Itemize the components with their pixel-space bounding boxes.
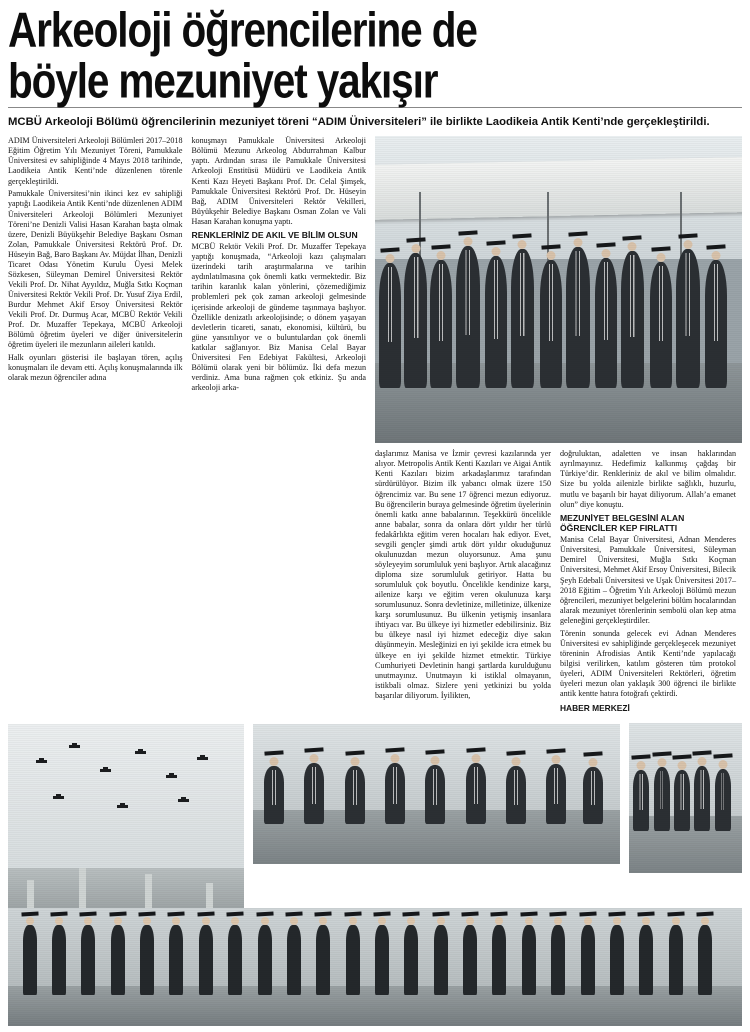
standfirst: MCBÜ Arkeoloji Bölümü öğrencilerinin mezuniyet töreni “ADIM Üniversiteleri” ile birlikte Laodikeia Antik Kenti’nde gerçekleştirildi. xyxy=(8,116,710,129)
paragraph: daşlarımız Manisa ve İzmir çevresi kazılarında yer alıyor. Metropolis Antik Kenti Kazıları ve Aigai Antik Kenti Kazıları bizim arkadaşlarımız tarafından sürdürülüyor. Bizim ilk yabancı olmak üzere 150 öğrencimiz var. Bu sene 17 öğrenci mezun ediyoruz. Bu öğrencilerin buraya gelmesinde öğretim üyelerinin önemli katkı anne babalarının. Teşekkürü öncelikle anne babalar, sonra da onlara dört yıldır her türlü fedakârlıkta eğitim veren hocaları hak ediyor. Evet, sevgili gençler şimdi artık dört yıldır okuduğunuz okulunuzdan mezun oluyorsunuz. Ama şunu söyleyeyim sorumluluk yeni başlıyor. Artık alacağınız diploma size sorumluluk getiriyor. Hatta bu sorumluluk çok boyutlu. Öncelikle kendinize karşı, ailenize karşı ve eğitim veren okulunuza karşı sorumlusunuz. Sonra devletinize, milletinize, ülkenize karşı sorumlusunuz. Bu ülkenin yetişmiş insanlara ihtiyacı var. Bu ülkeye iyi hizmetler edebilirsiniz. Biz bu ülkeye nasıl iyi hizmet edeceğiz diye sakın düşünmeyin. Mesleğinizi en iyi şekilde icra etmek bu ülkeye en iyi şekilde hizmet etmektir. Türkiye Cumhuriyeti Devletinin hangi şartlarda kurulduğunu unutmayınız. Unutmayın ki istiklal olmayanın, istikbali olmaz. Sizlere yeni yetkinizi bu yolda başarılar diliyorum. İyilikten, xyxy=(375,449,551,700)
right-block xyxy=(375,136,742,713)
article-body xyxy=(0,136,750,1023)
text-column-4 xyxy=(560,449,736,713)
text-column-1 xyxy=(8,136,183,386)
text-column-3 xyxy=(375,449,551,703)
subheading: RENKLERİNİZ DE AKIL VE BİLİM OLSUN xyxy=(191,229,358,240)
right-text-columns xyxy=(375,449,742,713)
paragraph: Manisa Celal Bayar Üniversitesi, Adnan Menderes Üniversitesi, Pamukkale Üniversitesi, Süleyman Demirel Üniversitesi, Muğla Sıtkı Koçman Üniversitesi, Mehmet Akif Ersoy Üniversitesi, Bilecik Şeyh Edebali Üniversitesi ve Uşak Üniversitesi 2017–2018 Eğitim – Öğretim Yılı Arkeoloji Bölümü mezun öğrencileri, mezuniyet belgelerini bölüm hocalarından alarak mezuniyet törenlerinin sembolü olan kep atma geleneğini gerçekleştirdiler. xyxy=(560,535,737,625)
page-title xyxy=(0,0,750,108)
subheading: MEZUNİYET BELGESİNİ ALAN ÖĞRENCİLER KEP FIRLATTI xyxy=(560,512,685,533)
graduates-group-photo xyxy=(629,723,742,873)
text-column-2 xyxy=(192,136,367,396)
middle-lower-stack xyxy=(253,718,620,864)
headline-line-2: böyle mezuniyet yakışır xyxy=(8,51,438,108)
columns-row xyxy=(8,136,742,713)
group-photo-antique-city xyxy=(8,908,742,1026)
paragraph: doğruluktan, adaletten ve insan haklarından ayrılmayınız. Hedefimiz kalkınmış çağdaş bir Türkiye’dir. Renkleriniz de akıl ve bilim olmalıdır. Size bu yolda ailenizle birlikte sağlıklı, huzurlu, mutlu ve başarılı bir hayat diliyorum. Allah’a emanet olun” diye konuştu. xyxy=(560,449,736,509)
paragraph: ADIM Üniversiteleri Arkeoloji Bölümleri 2017–2018 Eğitim Öğretim Yılı Mezuniyet Töreni, Pamukkale Üniversitesi ev sahipliğinde 4 Mayıs 2018 tarihinde, Laodikeia Antik Kenti’nde düzenlenen törenle gerçekleştirildi. xyxy=(8,136,183,186)
byline: HABER MERKEZİ xyxy=(560,703,630,714)
graduates-row-photo xyxy=(253,724,620,864)
paragraph: konuşmayı Pamukkale Üniversitesi Arkeoloji Bölümü Mezunu Arkeolog Abdurrahman Kalbur yaptı. Ardından sırası ile Pamukkale Üniversitesi Arkeoloji Enstitüsü Müdürü ve Laodikeia Antik Kenti Kazı Heyeti Başkanı Prof. Dr. Celal Şimşek, Pamukkale Üniversitesi Rektörü Prof. Dr. Hüseyin Bağ, ADIM Üniversiteleri Rektör Vekilleri, Büyükşehir Belediye Başkanı Osman Zolan ve Vali Hasan Karahan konuşma yaptı. xyxy=(191,136,366,226)
paragraph: Halk oyunları gösterisi ile başlayan tören, açılış konuşmaları ile devam etti. Açılış konuşmalarında ilk olarak mezun öğrenciler adına xyxy=(8,353,183,383)
headline-line-1: Arkeoloji öğrencilerine de xyxy=(8,1,477,58)
paragraph: Törenin sonunda gelecek evi Adnan Menderes Üniversitesi ev sahipliğinde gerçekleşecek mezuniyet töreninin Afrodisias Antik Kenti’nde yapılacağı bilgisi verilirken, katılım gösteren tüm protokol üyeleri, ADIM Üniversiteleri Rektörleri, öğretim üyeleri mezun olan yaklaşık 300 öğrenci ile birlikte antik kentte hatıra fotoğrafı çektirdi. xyxy=(560,628,736,699)
paragraph: Pamukkale Üniversitesi’nin ikinci kez ev sahipliği yaptığı Laodikeia Antik Kenti’nde düzenlenen ADIM Üniversiteleri Arkeoloji Bölümleri Mezuniyet Töreni’ne Denizli Valisi Hasan Karahan başta olmak üzere, Denizli Büyükşehir Belediye Başkanı Osman Zolan, Pamukkale Üniversitesi Rektörü Prof. Dr. Hüseyin Bağ, Baro Başkanı Av. Müjdat İlhan, Denizli Ticaret Odası Yönetim Kurulu Üyesi Melek Sözkesen, Süleyman Demirel Üniversitesi Rektör Vekili Prof. Dr. Nihat Ayyıldız, Muğla Sıtkı Koçman Üniversitesi Rektör Vekili Prof. Dr. Yusuf Ziya Erdil, Burdur Mehmet Akif Ersoy Üniversitesi Rektör Vekili Prof. Dr. Durmuş Acar, MCBÜ Rektör Vekili Prof. Dr. Muzaffer Tepekaya, MCBÜ Arkeoloji Bölümü öğretim üyeleri ve diğer üniversitelerin öğretim üyeleri ile mezunların aileleri katıldı. xyxy=(8,189,183,350)
paragraph: MCBÜ Rektör Vekili Prof. Dr. Muzaffer Tepekaya yaptığı konuşmada, “Arkeoloji kazı çalışmaları üzerindeki tarih araştırmalarına ve tarihin aydınlatılmasına çok önemli katkı vermektedir. Biz tarihin karanlık kalan yönlerini, çözemediğimiz problemleri pek çok zaman arkeoloji gelmesinde içerisinde arkeoloji de gündeme taşınmaya başlıyor. Özellikle denizatlı arkeolojisinde; o dönem yaşayan devletlerin ticareti, sanatı, ekonomisi, kültürü, bu güne yansıtılıyor ve o buluntulardan çok önemli katkılar sağlanıyor. Biz Manisa Celal Bayar Üniversitesi Fen Edebiyat Fakültesi, Arkeoloji Bölümü olarak yeni bir bölümüz. İki defa mezun verdiniz. Ama buna rağmen çok etkiniz. Şu anda arkeoloji arka- xyxy=(191,242,366,393)
graduation-ceremony-crowd-photo xyxy=(375,136,742,443)
